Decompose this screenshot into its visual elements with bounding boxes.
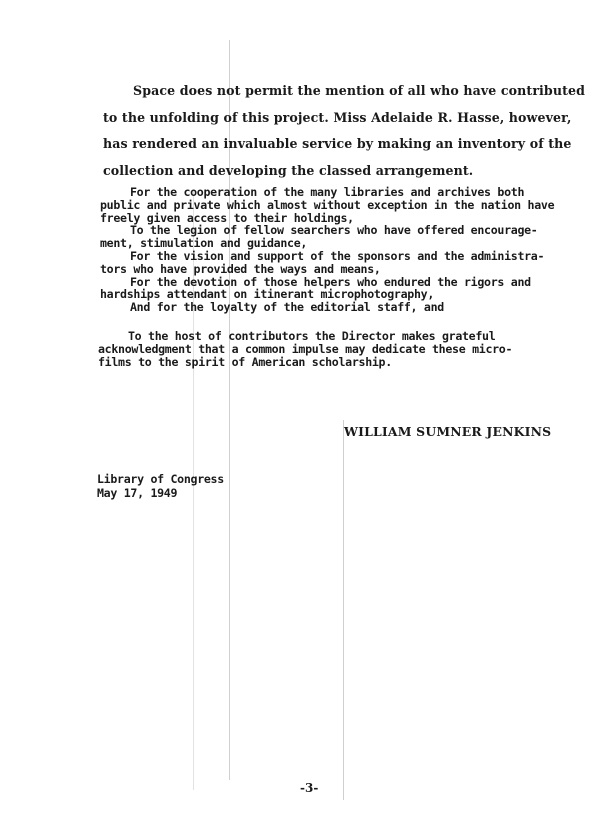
acknowledgment-paragraph-3 <box>98 330 548 368</box>
text-line: For the vision and support of the sponsors and the administra- <box>130 248 545 263</box>
text-line: freely given access to their holdings, <box>100 210 354 225</box>
date-line: May 17, 1949 <box>97 486 178 500</box>
page-number: -3- <box>300 781 319 795</box>
scan-line-artifact <box>343 420 344 800</box>
place-line: Library of Congress <box>97 472 224 486</box>
text-line: public and private which almost without exception in the nation have <box>100 197 555 212</box>
text-line: hardships attendant on itinerant microphotography, <box>100 287 435 302</box>
text-line: has rendered an invaluable service by making an inventory of the <box>103 136 572 151</box>
text-line: acknowledgment that a common impulse may dedicate these micro- <box>98 341 513 356</box>
text-line: To the host of contributors the Director makes grateful <box>128 329 496 343</box>
text-line: to the unfolding of this project. Miss Adelaide R. Hasse, however, <box>103 109 572 125</box>
place-and-date <box>97 472 224 500</box>
text-line: ment, stimulation and guidance, <box>100 236 308 251</box>
text-line: To the legion of fellow searchers who have offered encourage- <box>130 223 538 238</box>
signature-name: WILLIAM SUMNER JENKINS <box>344 424 552 439</box>
text-line: films to the spirit of American scholarship. <box>98 354 392 369</box>
text-line: For the devotion of those helpers who endured the rigors and <box>130 274 531 289</box>
text-line: For the cooperation of the many libraries and archives both <box>130 185 525 199</box>
acknowledgment-paragraph-1 <box>103 78 586 184</box>
text-line: tors who have provided the ways and means, <box>100 261 381 276</box>
acknowledgment-paragraph-2 <box>100 185 555 315</box>
text-line: Space does not permit the mention of all who have contributed <box>133 83 586 98</box>
text-line: And for the loyalty of the editorial staff, and <box>130 300 444 315</box>
text-line: collection and developing the classed arrangement. <box>103 162 474 178</box>
